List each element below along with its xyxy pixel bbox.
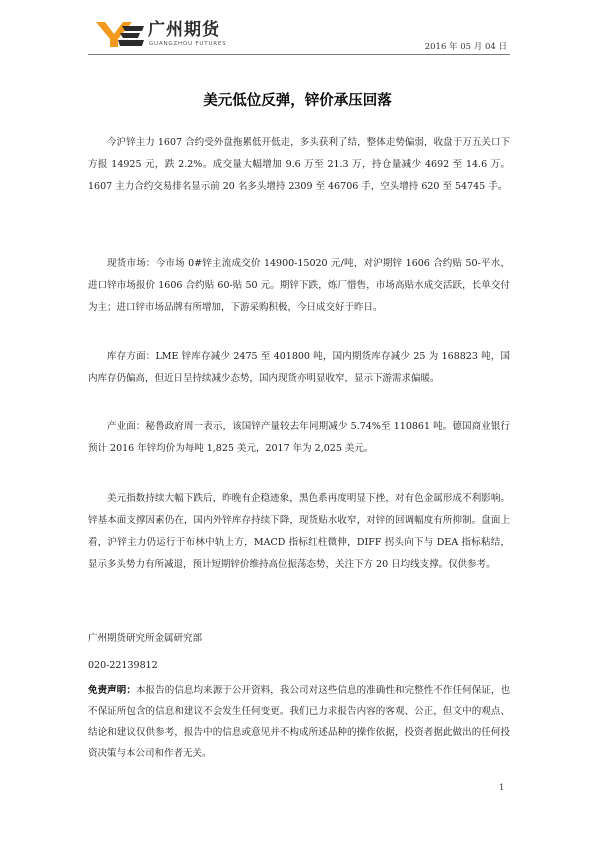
- paragraph-spot-market: 现货市场：今市场 0#锌主流成交价 14900-15020 元/吨，对沪期锌 1606 合约贴 50-平水，进口锌市场报价 1606 合约贴 60-贴 50 元。期锌下跌，炼厂惜售，市场高贴水成交活跃，长单交付为主；进口锌市场品牌有所增加，下游采购积极，今日成交好于昨日。: [88, 258, 510, 313]
- guangzhou-futures-logo-icon: [96, 20, 146, 48]
- research-department: 广州期货研究所金属研究部: [88, 633, 203, 644]
- paragraph-industry: 产业面：秘鲁政府周一表示，该国锌产量较去年同期减少 5.74%至 110861 吨。德国商业银行预计 2016 年锌均价为每吨 1,825 美元，2017 年为 2,025 美元。: [88, 421, 510, 454]
- paragraph-inventory: 库存方面：LME 锌库存减少 2475 至 401800 吨，国内期货库存减少 25 为 168823 吨，国内库存仍偏高，但近日呈持续减少态势，国内现货亦明显收窄，显示下游需求偏暖。: [88, 351, 510, 384]
- paragraph-outlook: 美元指数持续大幅下跌后，昨晚有企稳迹象，黑色系再度明显下挫，对有色金属形成不利影响。锌基本面支撑因素仍在，国内外锌库存持续下降，现货贴水收窄，对锌的回调幅度有所抑制。盘面上看，沪锌主力仍运行于布林中轨上方，MACD 指标红柱微伸，DIFF 拐头向下与 DEA 指标粘结，显示多头势力有所减退，预计短期锌价维持高位振荡态势，关注下方 20 日均线支撑。仅供参考。: [88, 493, 510, 570]
- disclaimer-label: 免责声明：: [88, 685, 136, 696]
- page-header: [0, 0, 595, 56]
- contact-phone: 020-22139812: [88, 660, 158, 671]
- disclaimer-text: 本报告的信息均来源于公开资料，我公司对这些信息的准确性和完整性不作任何保证，也不保证所包含的信息和建议不会发生任何变更。我们已力求报告内容的客观、公正，但文中的观点、结论和建议仅供参考，报告中的信息或意见并不构成所述品种的操作依据，投资者据此做出的任何投资决策与本公司和作者无关。: [88, 685, 510, 759]
- header-divider: [88, 54, 510, 55]
- page-number: 1: [499, 783, 505, 793]
- paragraph-market-summary: 今沪锌主力 1607 合约受外盘拖累低开低走，多头获利了结，整体走势偏弱，收盘于万五关口下方报 14925 元，跌 2.2%。成交量大幅增加 9.6 万至 21.3 万，持仓量减少 4692 至 14.6 万。1607 主力合约交易排名显示前 20 名多头增持 2309 至 46706 手，空头增持 620 至 54745 手。: [88, 137, 510, 192]
- report-date: 2016 年 05 月 04 日: [424, 42, 507, 52]
- disclaimer: [88, 680, 510, 764]
- report-title: 美元低位反弹，锌价承压回落: [203, 93, 392, 109]
- logo-chinese-name: 广州期货: [148, 20, 220, 40]
- logo-english-name: GUANGZHOU FUTURES: [149, 41, 227, 47]
